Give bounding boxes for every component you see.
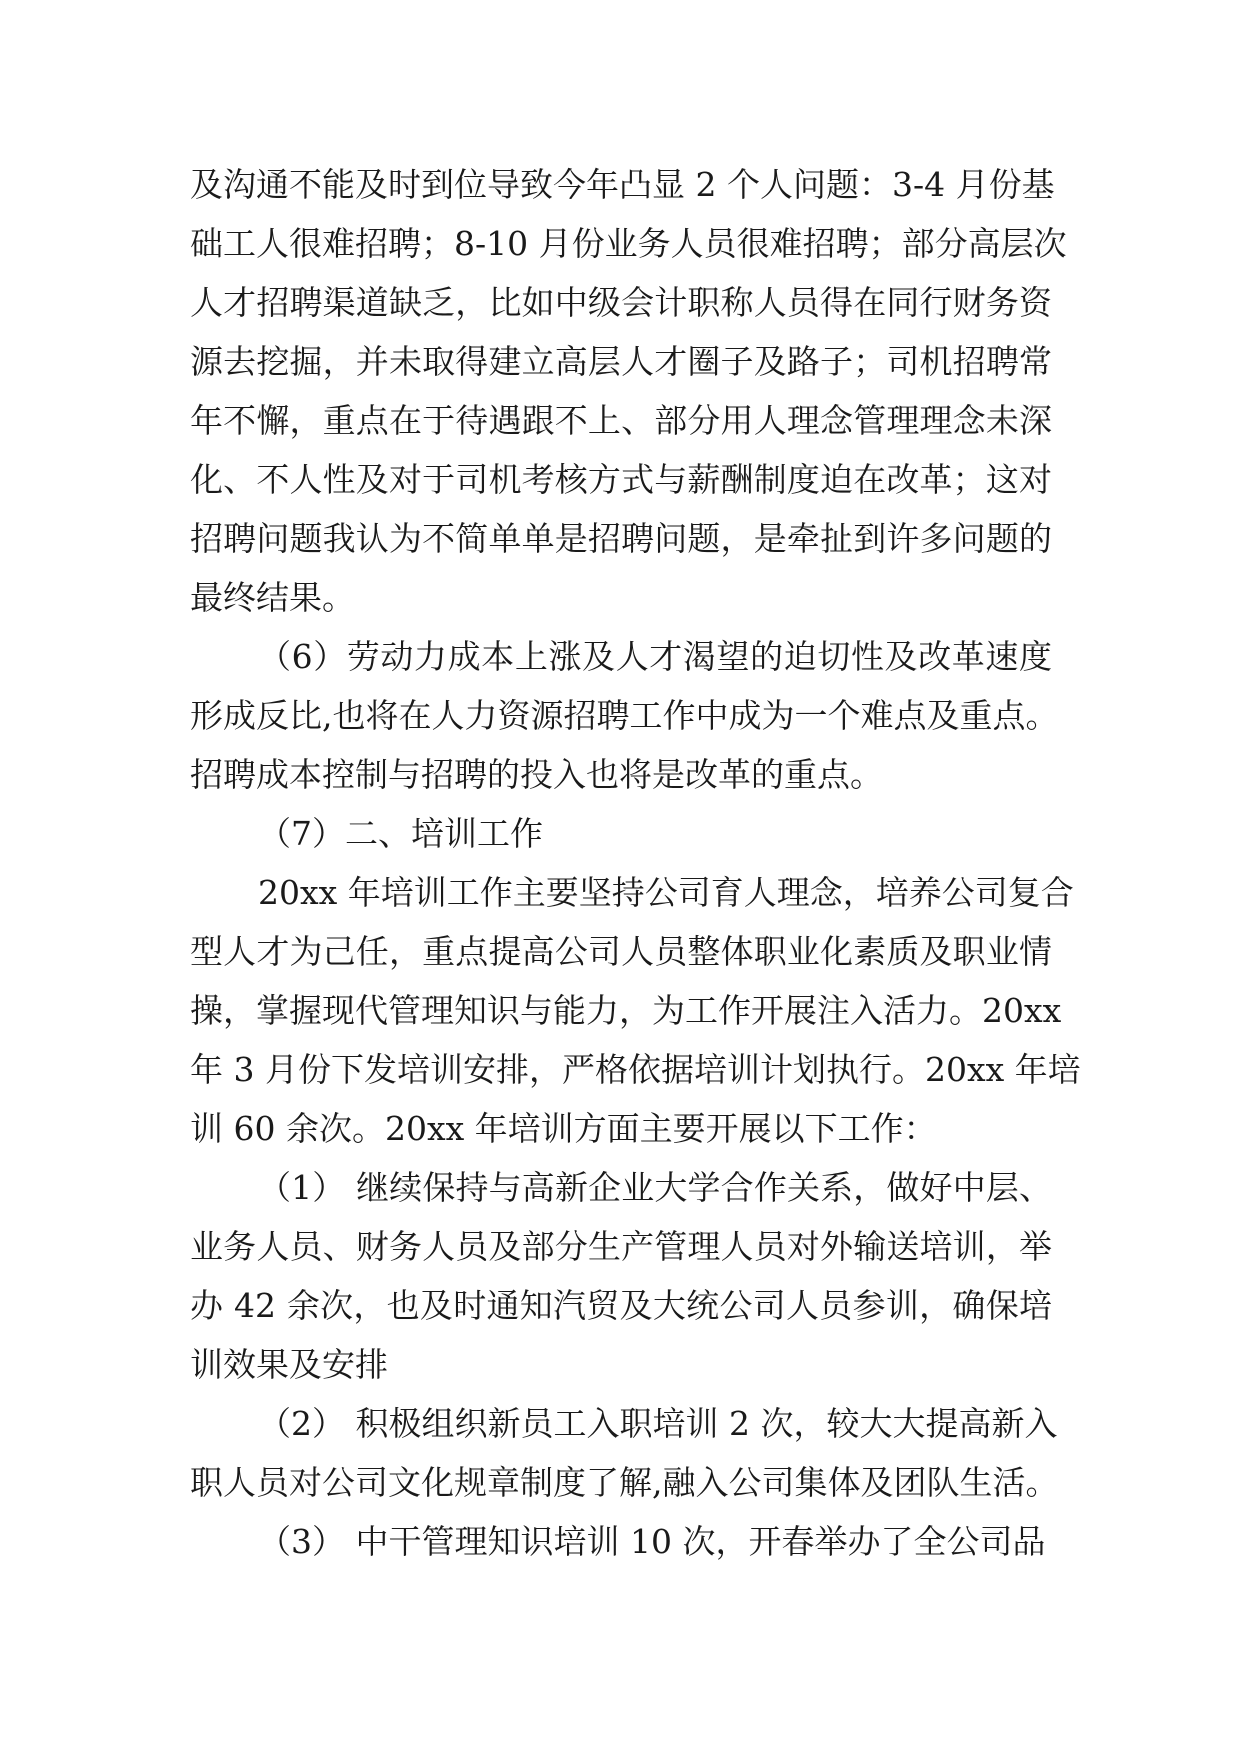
paragraph-item-6 bbox=[190, 627, 1059, 804]
text-line: 年 3 月份下发培训安排，严格依据培训计划执行。20xx 年培 bbox=[190, 1050, 1081, 1089]
text-line: （7）二、培训工作 bbox=[258, 814, 543, 853]
text-line: 形成反比,也将在人力资源招聘工作中成为一个难点及重点。 bbox=[190, 696, 1059, 735]
text-line: 年不懈，重点在于待遇跟不上、部分用人理念管理理念未深 bbox=[190, 401, 1052, 440]
text-line: 办 42 余次，也及时通知汽贸及大统公司人员参训，确保培 bbox=[190, 1286, 1052, 1325]
text-line: （6）劳动力成本上涨及人才渴望的迫切性及改革速度 bbox=[258, 637, 1052, 676]
text-line: 20xx 年培训工作主要坚持公司育人理念，培养公司复合 bbox=[258, 873, 1074, 912]
text-line: 化、不人性及对于司机考核方式与薪酬制度迫在改革；这对 bbox=[190, 460, 1052, 499]
text-line: 础工人很难招聘；8-10 月份业务人员很难招聘；部分高层次 bbox=[190, 224, 1067, 263]
text-line: 职人员对公司文化规章制度了解,融入公司集体及团队生活。 bbox=[190, 1463, 1059, 1502]
text-line: （3） 中干管理知识培训 10 次，开春举办了全公司品 bbox=[258, 1522, 1046, 1561]
paragraph-item-1 bbox=[190, 1158, 1052, 1394]
paragraph-item-3 bbox=[190, 1512, 1052, 1571]
text-line: 操，掌握现代管理知识与能力，为工作开展注入活力。20xx bbox=[190, 991, 1062, 1030]
body-text bbox=[190, 155, 1081, 1571]
text-line: 训 60 余次。20xx 年培训方面主要开展以下工作： bbox=[190, 1109, 937, 1148]
text-line: （1） 继续保持与高新企业大学合作关系，做好中层、 bbox=[258, 1168, 1052, 1207]
paragraph-item-2 bbox=[190, 1394, 1059, 1512]
text-line: 招聘成本控制与招聘的投入也将是改革的重点。 bbox=[190, 755, 883, 794]
section-heading-training bbox=[190, 804, 1052, 863]
text-line: 源去挖掘，并未取得建立高层人才圈子及路子；司机招聘常 bbox=[190, 342, 1052, 381]
paragraph-training-overview bbox=[190, 863, 1081, 1158]
text-line: （2） 积极组织新员工入职培训 2 次，较大大提高新入 bbox=[258, 1404, 1058, 1443]
text-line: 业务人员、财务人员及部分生产管理人员对外输送培训，举 bbox=[190, 1227, 1052, 1266]
text-line: 型人才为己任，重点提高公司人员整体职业化素质及职业情 bbox=[190, 932, 1052, 971]
paragraph-recruitment-problems bbox=[190, 155, 1067, 627]
text-line: 招聘问题我认为不简单单是招聘问题，是牵扯到许多问题的 bbox=[190, 519, 1052, 558]
text-line: 训效果及安排 bbox=[190, 1345, 388, 1384]
text-line: 最终结果。 bbox=[190, 578, 355, 617]
text-line: 人才招聘渠道缺乏，比如中级会计职称人员得在同行财务资 bbox=[190, 283, 1052, 322]
text-line: 及沟通不能及时到位导致今年凸显 2 个人问题：3-4 月份基 bbox=[190, 165, 1055, 204]
